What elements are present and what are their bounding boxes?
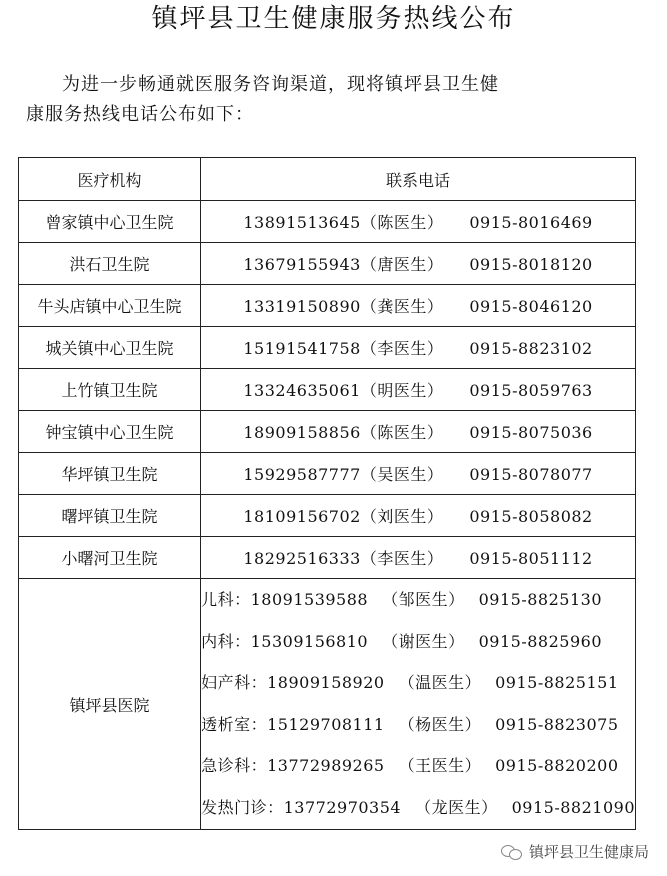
account-watermark <box>501 841 649 862</box>
department-landline: 0915-8825151 <box>495 673 619 693</box>
org-cell: 洪石卫生院 <box>19 243 201 285</box>
org-cell: 钟宝镇中心卫生院 <box>19 411 201 453</box>
intro-line-1: 为进一步畅通就医服务咨询渠道，现将镇坪县卫生健 <box>62 74 499 95</box>
phone-cell <box>201 285 636 327</box>
org-cell: 曾家镇中心卫生院 <box>19 201 201 243</box>
department-landline: 0915-8825130 <box>478 590 602 609</box>
org-cell: 华坪镇卫生院 <box>19 453 201 495</box>
department-doctor: （杨医生） <box>398 714 482 734</box>
department-line <box>201 579 635 621</box>
header-phone: 联系电话 <box>201 158 636 201</box>
department-landline: 0915-8823075 <box>495 714 619 734</box>
wechat-icon <box>501 843 523 861</box>
mobile-number: 18292516333（李医生） <box>243 549 444 568</box>
header-org: 医疗机构 <box>19 158 201 201</box>
table-row <box>19 453 636 495</box>
department-line <box>201 662 635 704</box>
table-row <box>19 495 636 537</box>
phone-cell <box>201 411 636 453</box>
department-phone: 儿科：18091539588 <box>201 590 369 609</box>
mobile-number: 13891513645（陈医生） <box>243 213 444 232</box>
department-landline: 0915-8821090 <box>511 797 635 817</box>
county-hospital-departments <box>201 579 636 830</box>
table-row <box>19 537 636 579</box>
department-doctor: （龙医生） <box>415 797 498 817</box>
intro-paragraph <box>26 70 626 130</box>
table-row <box>19 369 636 411</box>
department-phone: 妇产科：18909158920 <box>201 673 385 693</box>
phone-cell <box>201 453 636 495</box>
org-cell: 小曙河卫生院 <box>19 537 201 579</box>
department-phone: 内科：15309156810 <box>201 631 369 651</box>
table-row <box>19 201 636 243</box>
phone-cell <box>201 201 636 243</box>
landline-number: 0915-8051112 <box>469 549 593 568</box>
landline-number: 0915-8046120 <box>469 297 593 316</box>
phone-cell <box>201 327 636 369</box>
table-row <box>19 327 636 369</box>
phone-cell <box>201 369 636 411</box>
phone-cell <box>201 243 636 285</box>
hotline-table <box>18 157 636 830</box>
department-line <box>201 787 635 829</box>
landline-number: 0915-8078077 <box>469 465 593 484</box>
department-landline: 0915-8820200 <box>495 756 619 776</box>
org-cell: 牛头店镇中心卫生院 <box>19 285 201 327</box>
page-title: 镇坪县卫生健康服务热线公布 <box>151 4 516 34</box>
landline-number: 0915-8018120 <box>469 255 593 274</box>
department-doctor: （王医生） <box>398 756 482 776</box>
watermark-text: 镇坪县卫生健康局 <box>528 843 649 861</box>
intro-line-2: 康服务热线电话公布如下： <box>26 104 254 125</box>
landline-number: 0915-8059763 <box>469 381 593 400</box>
mobile-number: 15191541758（李医生） <box>243 339 444 358</box>
department-doctor: （谢医生） <box>382 631 465 651</box>
department-phone: 急诊科：13772989265 <box>201 756 385 776</box>
table-row <box>19 411 636 453</box>
org-cell: 上竹镇卫生院 <box>19 369 201 411</box>
county-hospital-name: 镇坪县医院 <box>19 579 201 830</box>
department-line <box>201 745 635 787</box>
landline-number: 0915-8075036 <box>469 423 593 442</box>
mobile-number: 15929587777（吴医生） <box>243 465 444 484</box>
department-line <box>201 621 635 663</box>
county-hospital-row <box>19 579 636 830</box>
department-doctor: （温医生） <box>398 673 482 693</box>
department-landline: 0915-8825960 <box>478 631 602 651</box>
department-phone: 透析室：15129708111 <box>201 714 385 734</box>
mobile-number: 18109156702（刘医生） <box>243 507 444 526</box>
landline-number: 0915-8016469 <box>469 213 593 232</box>
department-line <box>201 704 635 746</box>
org-cell: 城关镇中心卫生院 <box>19 327 201 369</box>
table-row <box>19 285 636 327</box>
mobile-number: 13679155943（唐医生） <box>243 255 444 274</box>
org-cell: 曙坪镇卫生院 <box>19 495 201 537</box>
department-phone: 发热门诊：13772970354 <box>201 797 402 817</box>
table-row <box>19 243 636 285</box>
department-doctor: （邹医生） <box>382 590 465 609</box>
landline-number: 0915-8823102 <box>469 339 593 358</box>
phone-cell <box>201 537 636 579</box>
mobile-number: 18909158856（陈医生） <box>243 423 444 442</box>
table-header-row <box>19 158 636 201</box>
mobile-number: 13324635061（明医生） <box>243 381 444 400</box>
landline-number: 0915-8058082 <box>469 507 593 526</box>
phone-cell <box>201 495 636 537</box>
mobile-number: 13319150890（龚医生） <box>243 297 444 316</box>
